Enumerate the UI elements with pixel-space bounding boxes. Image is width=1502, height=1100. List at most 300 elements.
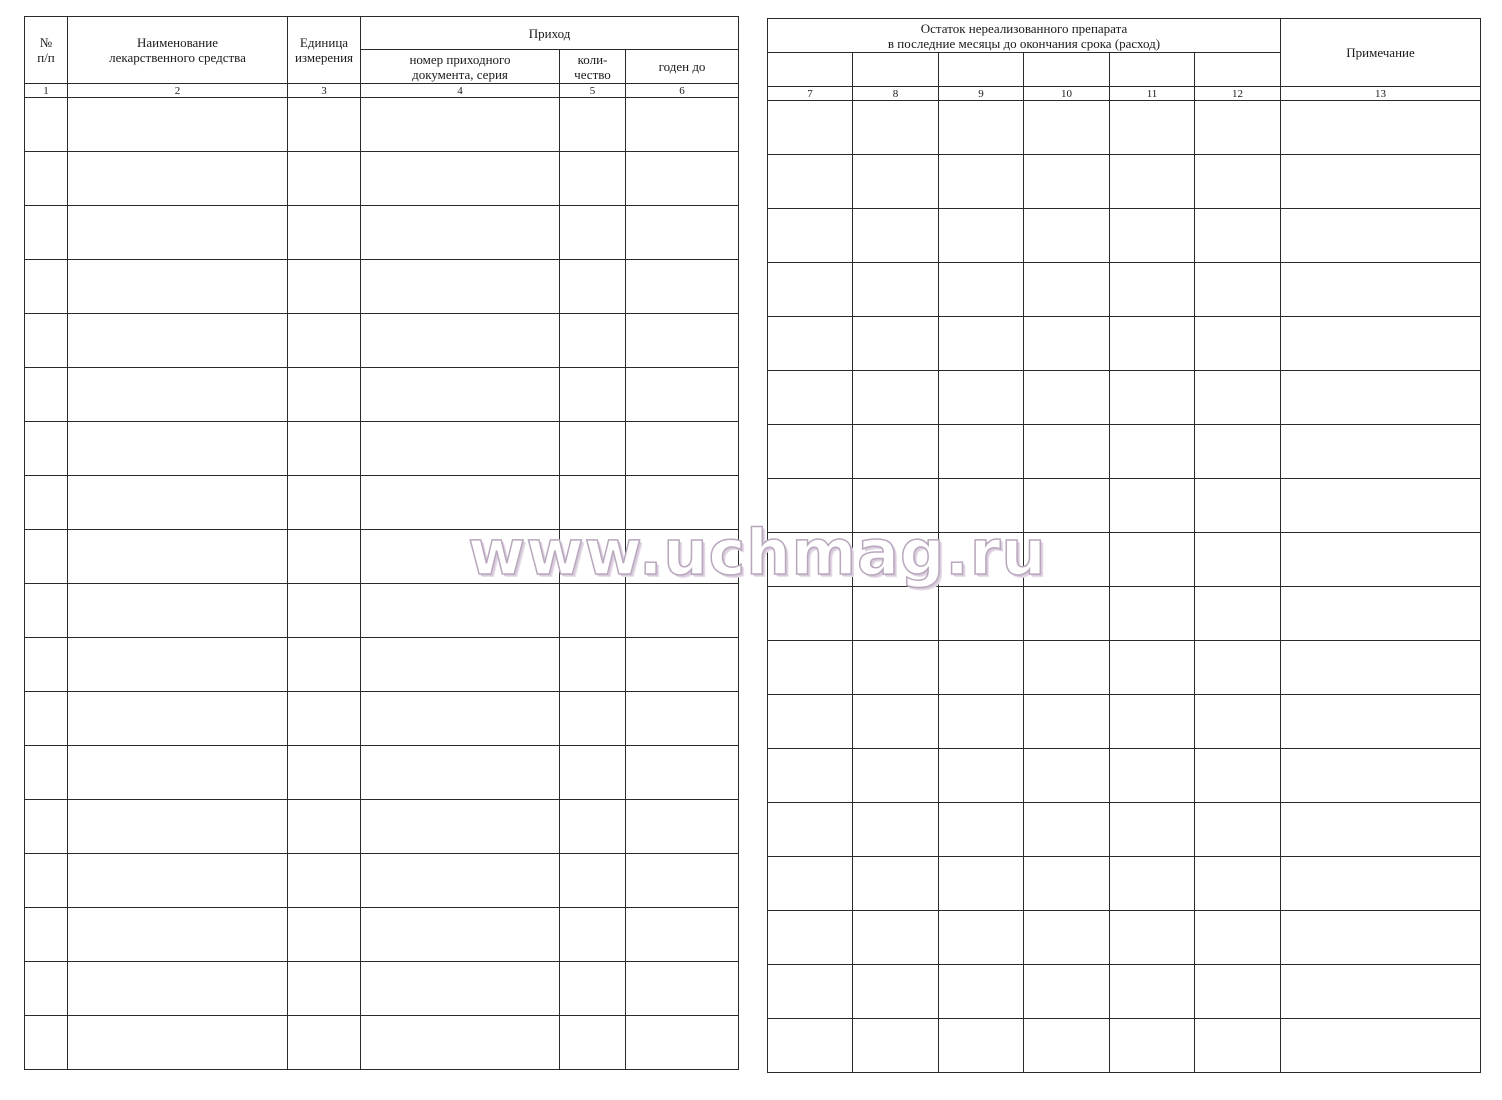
table-cell[interactable] [1024,911,1110,965]
table-cell[interactable] [626,422,739,476]
table-cell[interactable] [361,530,560,584]
table-cell[interactable] [768,857,853,911]
table-cell[interactable] [1024,803,1110,857]
table-cell[interactable] [626,800,739,854]
table-cell[interactable] [1195,911,1281,965]
table-cell[interactable] [1110,749,1195,803]
table-cell[interactable] [1281,857,1481,911]
table-cell[interactable] [768,371,853,425]
table-cell[interactable] [68,98,288,152]
table-cell[interactable] [1110,965,1195,1019]
table-cell[interactable] [853,803,939,857]
table-cell[interactable] [939,479,1024,533]
table-cell[interactable] [939,425,1024,479]
table-cell[interactable] [1281,317,1481,371]
table-cell[interactable] [361,1016,560,1070]
table-cell[interactable] [1110,587,1195,641]
table-cell[interactable] [768,695,853,749]
table-cell[interactable] [288,908,361,962]
table-cell[interactable] [1195,749,1281,803]
table-cell[interactable] [768,101,853,155]
table-cell[interactable] [853,371,939,425]
table-row [25,152,739,206]
table-cell[interactable] [626,692,739,746]
table-cell[interactable] [939,587,1024,641]
column-numbers-row [25,84,739,98]
table-cell[interactable] [288,368,361,422]
table-cell[interactable] [1024,1019,1110,1073]
header-doc-number: номер приходного документа, серия [361,50,560,84]
table-cell[interactable] [1110,263,1195,317]
table-row [768,263,1481,317]
table-cell[interactable] [1281,533,1481,587]
table-cell[interactable] [1195,803,1281,857]
table-cell[interactable] [626,314,739,368]
table-cell[interactable] [1281,965,1481,1019]
table-cell[interactable] [768,749,853,803]
table-cell[interactable] [768,263,853,317]
table-cell[interactable] [361,368,560,422]
header-unit: Единица измерения [288,17,361,84]
table-cell[interactable] [361,314,560,368]
table-cell[interactable] [560,314,626,368]
table-cell[interactable] [939,857,1024,911]
header-drug-name: Наименование лекарственного средства [68,17,288,84]
table-row [25,854,739,908]
table-cell[interactable] [1024,533,1110,587]
table-cell[interactable] [853,533,939,587]
table-cell[interactable] [68,530,288,584]
table-cell[interactable] [68,962,288,1016]
table-cell[interactable] [361,854,560,908]
table-cell[interactable] [939,209,1024,263]
table-row [768,101,1481,155]
table-cell[interactable] [560,260,626,314]
table-cell[interactable] [560,368,626,422]
table-row [25,638,739,692]
table-cell[interactable] [68,206,288,260]
table-cell[interactable] [68,314,288,368]
table-cell[interactable] [1110,425,1195,479]
table-cell[interactable] [853,695,939,749]
table-cell[interactable] [25,908,68,962]
table-row [25,314,739,368]
table-cell[interactable] [939,101,1024,155]
table-row [25,206,739,260]
table-cell[interactable] [1024,209,1110,263]
table-row [25,530,739,584]
table-cell[interactable] [768,425,853,479]
table-cell[interactable] [25,692,68,746]
table-cell[interactable] [25,584,68,638]
table-cell[interactable] [768,911,853,965]
header-incoming-group: Приход [361,17,739,50]
table-cell[interactable] [560,800,626,854]
column-number: 2 [68,84,288,98]
table-row [768,479,1481,533]
table-cell[interactable] [25,800,68,854]
table-cell[interactable] [626,98,739,152]
table-cell[interactable] [25,98,68,152]
table-cell[interactable] [361,962,560,1016]
table-cell[interactable] [560,422,626,476]
table-cell[interactable] [1281,263,1481,317]
table-cell[interactable] [560,206,626,260]
table-cell[interactable] [68,152,288,206]
table-cell[interactable] [939,965,1024,1019]
table-cell[interactable] [361,908,560,962]
table-row [25,260,739,314]
table-row [768,533,1481,587]
table-cell[interactable] [853,911,939,965]
table-cell[interactable] [626,530,739,584]
column-number: 5 [560,84,626,98]
table-row [768,587,1481,641]
table-row [768,911,1481,965]
table-cell[interactable] [768,533,853,587]
column-numbers-row [768,87,1481,101]
column-number: 3 [288,84,361,98]
table-cell[interactable] [560,962,626,1016]
table-cell[interactable] [288,260,361,314]
table-cell[interactable] [288,1016,361,1070]
table-cell[interactable] [853,155,939,209]
table-row [25,98,739,152]
table-cell[interactable] [939,803,1024,857]
right-ledger-table [767,18,1481,1073]
table-row [768,749,1481,803]
column-number: 11 [1110,87,1195,101]
table-cell[interactable] [853,857,939,911]
table-cell[interactable] [288,638,361,692]
table-cell[interactable] [25,368,68,422]
table-cell[interactable] [560,530,626,584]
table-cell[interactable] [560,854,626,908]
table-cell[interactable] [1110,911,1195,965]
table-cell[interactable] [560,908,626,962]
table-row [768,155,1481,209]
watermark-text: www.uchmag.ru [468,516,1047,589]
table-row [25,962,739,1016]
table-row [25,800,739,854]
table-cell[interactable] [853,479,939,533]
table-cell[interactable] [1110,803,1195,857]
column-number: 10 [1024,87,1110,101]
table-cell[interactable] [1281,371,1481,425]
table-row [25,476,739,530]
column-number: 1 [25,84,68,98]
table-row [25,908,739,962]
table-cell[interactable] [1110,209,1195,263]
table-cell[interactable] [361,260,560,314]
table-cell[interactable] [361,152,560,206]
table-cell[interactable] [768,1019,853,1073]
table-cell[interactable] [288,746,361,800]
table-cell[interactable] [68,584,288,638]
table-cell[interactable] [288,206,361,260]
table-cell[interactable] [68,746,288,800]
table-cell[interactable] [68,800,288,854]
table-cell[interactable] [768,317,853,371]
table-cell[interactable] [768,965,853,1019]
table-cell[interactable] [1110,695,1195,749]
table-cell[interactable] [1110,641,1195,695]
table-cell[interactable] [626,638,739,692]
table-cell[interactable] [361,422,560,476]
table-cell[interactable] [25,206,68,260]
table-cell[interactable] [1281,749,1481,803]
table-cell[interactable] [361,98,560,152]
table-cell[interactable] [25,1016,68,1070]
table-cell[interactable] [288,584,361,638]
table-cell[interactable] [1110,533,1195,587]
table-cell[interactable] [853,587,939,641]
table-cell[interactable] [768,479,853,533]
table-cell[interactable] [853,317,939,371]
table-cell[interactable] [560,746,626,800]
table-cell[interactable] [768,209,853,263]
table-cell[interactable] [361,692,560,746]
table-row [768,371,1481,425]
table-cell[interactable] [939,1019,1024,1073]
table-cell[interactable] [939,695,1024,749]
table-cell[interactable] [939,911,1024,965]
table-cell[interactable] [25,854,68,908]
table-cell[interactable] [25,152,68,206]
table-cell[interactable] [1024,155,1110,209]
table-row [25,1016,739,1070]
table-cell[interactable] [288,476,361,530]
table-cell[interactable] [939,155,1024,209]
table-cell[interactable] [25,962,68,1016]
table-cell[interactable] [1281,587,1481,641]
table-cell[interactable] [1281,425,1481,479]
table-cell[interactable] [1195,641,1281,695]
table-cell[interactable] [853,209,939,263]
table-cell[interactable] [1195,695,1281,749]
table-cell[interactable] [1281,803,1481,857]
table-cell[interactable] [1281,1019,1481,1073]
table-cell[interactable] [288,98,361,152]
header-remaining-group: Остаток нереализованного препарата в последние месяцы до окончания срока (расход) [768,19,1281,53]
column-number: 6 [626,84,739,98]
table-row [768,965,1481,1019]
table-cell[interactable] [1024,965,1110,1019]
table-cell[interactable] [626,206,739,260]
header-month-cell [853,53,939,87]
table-cell[interactable] [361,584,560,638]
table-cell[interactable] [25,530,68,584]
table-cell[interactable] [68,260,288,314]
table-cell[interactable] [853,263,939,317]
table-cell[interactable] [288,692,361,746]
table-cell[interactable] [768,587,853,641]
table-cell[interactable] [288,152,361,206]
table-cell[interactable] [288,962,361,1016]
table-cell[interactable] [68,1016,288,1070]
table-cell[interactable] [560,692,626,746]
table-cell[interactable] [626,1016,739,1070]
table-cell[interactable] [361,476,560,530]
left-ledger-table [24,16,739,1070]
table-cell[interactable] [626,854,739,908]
header-month-cell [1110,53,1195,87]
table-cell[interactable] [853,101,939,155]
table-row [25,422,739,476]
table-cell[interactable] [626,746,739,800]
table-cell[interactable] [1110,479,1195,533]
table-cell[interactable] [25,746,68,800]
table-cell[interactable] [1024,101,1110,155]
table-cell[interactable] [1110,1019,1195,1073]
table-cell[interactable] [626,368,739,422]
table-cell[interactable] [1195,533,1281,587]
left-table-body [25,98,739,1070]
table-row [25,746,739,800]
table-cell[interactable] [626,584,739,638]
table-cell[interactable] [288,530,361,584]
table-cell[interactable] [853,965,939,1019]
header-month-cell [768,53,853,87]
table-cell[interactable] [768,155,853,209]
table-cell[interactable] [288,800,361,854]
table-cell[interactable] [1195,965,1281,1019]
table-row [25,692,739,746]
table-cell[interactable] [626,152,739,206]
column-number: 8 [853,87,939,101]
table-cell[interactable] [853,749,939,803]
header-month-cell [1195,53,1281,87]
table-cell[interactable] [1195,155,1281,209]
table-cell[interactable] [1195,1019,1281,1073]
table-cell[interactable] [1195,209,1281,263]
table-cell[interactable] [768,803,853,857]
table-cell[interactable] [68,692,288,746]
table-cell[interactable] [1024,857,1110,911]
table-cell[interactable] [68,908,288,962]
table-cell[interactable] [939,533,1024,587]
table-cell[interactable] [68,854,288,908]
table-cell[interactable] [288,422,361,476]
table-cell[interactable] [853,1019,939,1073]
column-number: 13 [1281,87,1481,101]
table-cell[interactable] [853,425,939,479]
table-cell[interactable] [853,641,939,695]
table-row [768,695,1481,749]
table-cell[interactable] [1195,371,1281,425]
table-cell[interactable] [1195,587,1281,641]
table-cell[interactable] [25,422,68,476]
table-cell[interactable] [939,317,1024,371]
table-cell[interactable] [1281,155,1481,209]
table-cell[interactable] [361,746,560,800]
header-quantity: коли- чество [560,50,626,84]
table-cell[interactable] [1024,317,1110,371]
table-cell[interactable] [1024,263,1110,317]
table-cell[interactable] [560,584,626,638]
table-cell[interactable] [1024,641,1110,695]
header-month-cell [1024,53,1110,87]
table-cell[interactable] [1110,857,1195,911]
table-row [768,1019,1481,1073]
table-cell[interactable] [1024,479,1110,533]
table-row [25,584,739,638]
table-cell[interactable] [939,749,1024,803]
table-cell[interactable] [1281,911,1481,965]
table-cell[interactable] [68,368,288,422]
table-cell[interactable] [1110,371,1195,425]
table-cell[interactable] [1281,101,1481,155]
header-month-cell [939,53,1024,87]
table-cell[interactable] [68,422,288,476]
table-cell[interactable] [1281,641,1481,695]
table-cell[interactable] [68,476,288,530]
table-row [768,425,1481,479]
table-cell[interactable] [68,638,288,692]
table-cell[interactable] [939,641,1024,695]
table-cell[interactable] [560,476,626,530]
column-number: 4 [361,84,560,98]
table-cell[interactable] [626,908,739,962]
table-cell[interactable] [1195,101,1281,155]
table-cell[interactable] [1024,425,1110,479]
header-valid-until: годен до [626,50,739,84]
table-cell[interactable] [939,263,1024,317]
table-cell[interactable] [25,314,68,368]
table-cell[interactable] [939,371,1024,425]
table-cell[interactable] [361,638,560,692]
table-cell[interactable] [1281,479,1481,533]
table-cell[interactable] [1110,155,1195,209]
table-cell[interactable] [560,638,626,692]
table-cell[interactable] [25,260,68,314]
table-cell[interactable] [288,314,361,368]
table-cell[interactable] [560,1016,626,1070]
table-cell[interactable] [1110,101,1195,155]
table-cell[interactable] [361,800,560,854]
table-cell[interactable] [768,641,853,695]
table-cell[interactable] [361,206,560,260]
table-cell[interactable] [1195,317,1281,371]
header-note: Примечание [1281,19,1481,87]
table-cell[interactable] [25,476,68,530]
right-table-body [768,101,1481,1073]
table-cell[interactable] [1024,587,1110,641]
table-cell[interactable] [1024,371,1110,425]
table-cell[interactable] [1024,695,1110,749]
table-row [25,368,739,422]
table-cell[interactable] [626,476,739,530]
table-cell[interactable] [25,638,68,692]
table-cell[interactable] [1024,749,1110,803]
table-cell[interactable] [560,98,626,152]
column-number: 7 [768,87,853,101]
table-cell[interactable] [1195,425,1281,479]
table-cell[interactable] [626,260,739,314]
table-row [768,317,1481,371]
table-cell[interactable] [1281,695,1481,749]
table-cell[interactable] [1195,857,1281,911]
table-cell[interactable] [288,854,361,908]
table-cell[interactable] [560,152,626,206]
table-row [768,857,1481,911]
table-cell[interactable] [1195,479,1281,533]
table-cell[interactable] [626,962,739,1016]
table-cell[interactable] [1281,209,1481,263]
table-cell[interactable] [1195,263,1281,317]
table-cell[interactable] [1110,317,1195,371]
table-row [768,803,1481,857]
